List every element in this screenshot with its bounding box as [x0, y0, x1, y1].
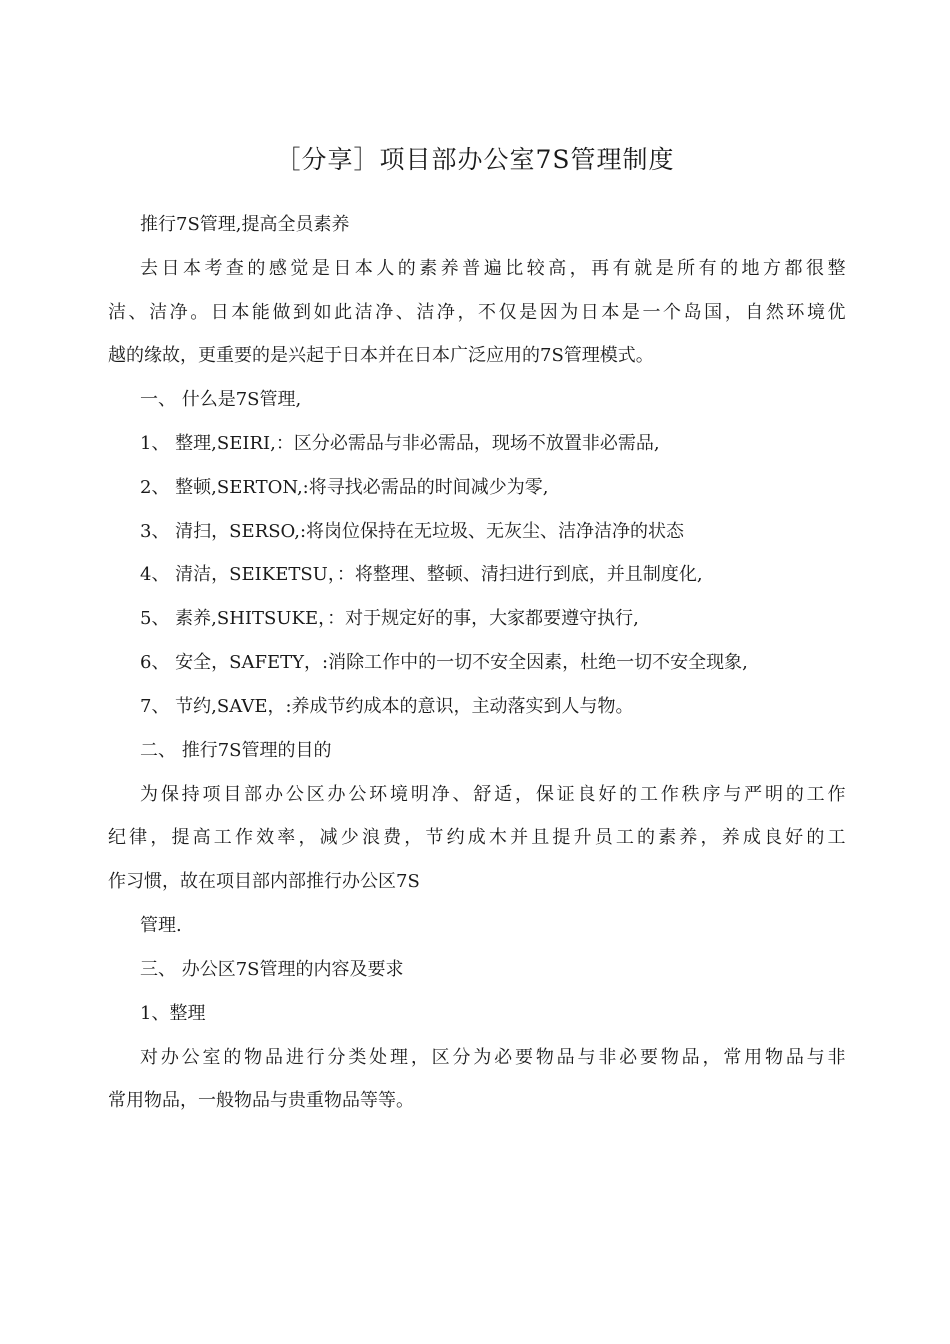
intro-line: 越的缘故，更重要的是兴起于日本并在日本广泛应用的7S管理模式。 [108, 345, 654, 366]
intro-line: 去日本考查的感觉是日本人的素养普遍比较高，再有就是所有的地方都很整 [140, 258, 846, 279]
body-line: 常用物品，一般物品与贵重物品等等。 [108, 1090, 414, 1111]
body-line: 纪律，提高工作效率，减少浪费，节约成木并且提升员工的素养，养成良好的工 [108, 827, 846, 848]
list-item: 3、 清扫，SERSO,:将岗位保持在无垃圾、无灰尘、洁净洁净的状态 [140, 521, 685, 542]
list-item: 5、 素养,SHITSUKE，：对于规定好的事，大家都要遵守执行, [140, 608, 639, 629]
list-item: 2、 整顿,SERTON,:将寻找必需品的时间减少为零, [140, 477, 549, 498]
body-line: 管理. [140, 915, 182, 936]
section-heading: 三、 办公区7S管理的内容及要求 [140, 959, 404, 980]
list-item: 7、 节约,SAVE，:养成节约成本的意识，主动落实到人与物。 [140, 696, 634, 717]
list-item: 4、 清洁，SEIKETSU，：将整理、整顿、清扫进行到底，并且制度化, [140, 564, 703, 585]
body-line: 对办公室的物品进行分类处理，区分为必要物品与非必要物品，常用物品与非 [140, 1047, 846, 1068]
body-line: 作习惯，故在项目部内部推行办公区7S [108, 871, 420, 892]
section-heading: 一、 什么是7S管理, [140, 389, 302, 410]
section-heading: 二、 推行7S管理的目的 [140, 740, 332, 761]
list-item: 1、 整理,SEIRI,：区分必需品与非必需品，现场不放置非必需品, [140, 433, 660, 454]
body-line: 为保持项目部办公区办公环境明净、舒适，保证良好的工作秩序与严明的工作 [140, 784, 846, 805]
intro-line: 洁、洁净。日本能做到如此洁净、洁净，不仅是因为日本是一个岛国，自然环境优 [108, 302, 846, 323]
subsection-heading: 1、整理 [140, 1003, 206, 1024]
document-title: ［分享］项目部办公室7S管理制度 [275, 145, 675, 174]
document-subtitle: 推行7S管理,提高全员素养 [140, 214, 350, 235]
list-item: 6、 安全，SAFETY，:消除工作中的一切不安全因素，杜绝一切不安全现象, [140, 652, 748, 673]
